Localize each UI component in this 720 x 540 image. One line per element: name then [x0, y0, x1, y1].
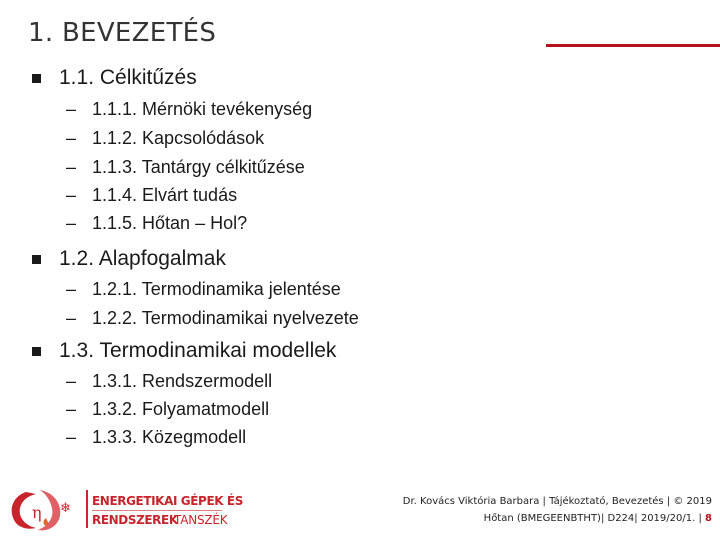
dash-icon: – — [66, 371, 77, 391]
list-item-label: 1.3.2. Folyamatmodell — [92, 399, 270, 419]
section-2 — [32, 247, 226, 271]
snowflake-icon: ❄ — [60, 501, 71, 516]
list-item-label: 1.1.1. Mérnöki tevékenység — [92, 99, 313, 119]
list-item-label: 1.1.3. Tantárgy célkitűzése — [92, 157, 305, 177]
flame-icon — [43, 518, 48, 526]
footer-line-1: Dr. Kovács Viktória Barbara | Tájékoztató, Bevezetés | © 2019 — [402, 496, 712, 507]
section-1-label: 1.1. Célkitűzés — [59, 66, 197, 89]
section-3-label: 1.3. Termodinamikai modellek — [59, 339, 337, 362]
logo-underline — [92, 510, 222, 511]
dash-icon: – — [66, 308, 77, 328]
list-item-label: 1.1.2. Kapcsolódások — [92, 128, 265, 148]
dash-icon: – — [66, 399, 77, 419]
logo-line-2-bold: RENDSZEREK — [92, 513, 178, 527]
list-item — [66, 427, 246, 448]
footer-course: Hőtan (BMEGEENBTHT)| D224| 2019/20/1. | — [483, 513, 702, 524]
list-item-label: 1.1.4. Elvárt tudás — [92, 185, 238, 205]
list-item-label: 1.3.3. Közegmodell — [92, 427, 247, 447]
square-bullet-icon — [32, 255, 41, 264]
list-item — [66, 399, 269, 420]
page-number: 8 — [705, 513, 712, 524]
logo-line-2-rest: TANSZÉK — [174, 513, 228, 527]
dash-icon: – — [66, 279, 77, 299]
list-item — [66, 157, 305, 178]
dash-icon: – — [66, 99, 77, 119]
dash-icon: – — [66, 185, 77, 205]
logo-line-1: ENERGETIKAI GÉPEK ÉS — [92, 494, 243, 508]
slide-footer — [403, 493, 712, 527]
list-item — [66, 308, 359, 329]
dash-icon: – — [66, 128, 77, 148]
dash-icon: – — [66, 213, 77, 233]
square-bullet-icon — [32, 74, 41, 83]
list-item-label: 1.2.2. Termodinamikai nyelvezete — [92, 308, 359, 328]
title-accent-rule — [546, 44, 720, 47]
list-item-label: 1.3.1. Rendszermodell — [92, 371, 273, 391]
section-3 — [32, 339, 336, 363]
square-bullet-icon — [32, 347, 41, 356]
list-item — [66, 99, 312, 120]
list-item — [66, 279, 341, 300]
list-item-label: 1.2.1. Termodinamika jelentése — [92, 279, 341, 299]
dash-icon: – — [66, 157, 77, 177]
department-logo — [6, 488, 243, 532]
list-item — [66, 371, 272, 392]
footer-line-2 — [403, 510, 712, 527]
list-item-label: 1.1.5. Hőtan – Hol? — [92, 213, 248, 233]
list-item — [66, 185, 237, 206]
section-1 — [32, 66, 197, 90]
list-item — [66, 128, 264, 149]
dash-icon: – — [66, 427, 77, 447]
section-2-label: 1.2. Alapfogalmak — [59, 247, 226, 270]
slide-title: 1. BEVEZETÉS — [28, 18, 217, 48]
eta-icon: η — [32, 503, 42, 522]
list-item — [66, 213, 247, 234]
logo-divider — [86, 490, 88, 528]
